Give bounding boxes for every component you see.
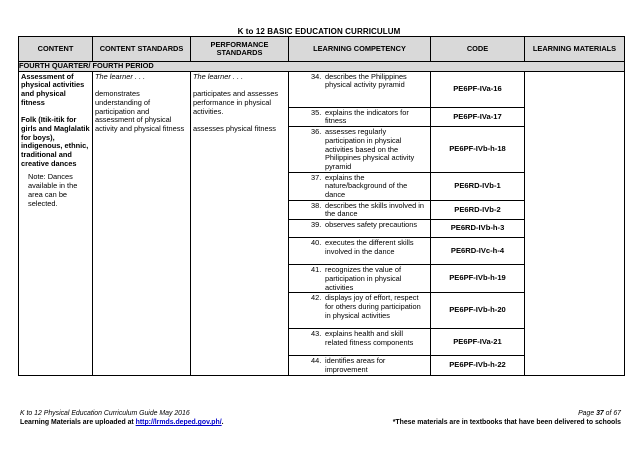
competency-cell xyxy=(289,200,431,219)
page-prefix: Page xyxy=(578,410,597,417)
page-current: 37 xyxy=(596,410,604,417)
footer-uploaded xyxy=(20,418,224,427)
competency-text: displays joy of effort, respect for others during participation in physical activities xyxy=(325,293,421,320)
competency-text: recognizes the value of participation in physical activities xyxy=(325,265,402,292)
competency-cell xyxy=(289,107,431,126)
competency-text: describes the Philippines physical activity pyramid xyxy=(325,71,407,90)
code-cell: PE6PF-IVb-h-22 xyxy=(431,356,525,375)
code-cell: PE6PF-IVb-h-19 xyxy=(431,265,525,293)
quarter-label: FOURTH QUARTER/ FOURTH PERIOD xyxy=(19,62,625,72)
code-cell: PE6RD-IVb-h-3 xyxy=(431,220,525,238)
competency-text: explains the indicators for fitness xyxy=(325,107,409,126)
footer-guide: K to 12 Physical Education Curriculum Guide May 2016 xyxy=(20,410,190,417)
competency-text: assesses regularly participation in physical activities based on the Philippines physical activity pyramid xyxy=(325,127,415,171)
competency-number: 36. xyxy=(311,127,322,137)
competency-cell xyxy=(289,238,431,265)
competency-number: 39. xyxy=(311,220,322,230)
header-learning-competency: LEARNING COMPETENCY xyxy=(289,37,431,62)
content-note: Note: Dances available in the area can be selected. xyxy=(28,172,78,208)
competency-number: 38. xyxy=(311,200,322,210)
competency-number: 43. xyxy=(311,329,322,339)
competency-number: 41. xyxy=(311,265,322,275)
quarter-row xyxy=(19,62,625,72)
competency-cell xyxy=(289,127,431,173)
competency-text: explains the nature/background of the dance xyxy=(325,172,408,200)
competency-cell xyxy=(289,356,431,375)
table-row xyxy=(19,71,625,107)
competency-number: 34. xyxy=(311,71,322,81)
performance-text-2: assesses physical fitness xyxy=(193,123,276,133)
competency-number: 42. xyxy=(311,293,322,303)
competency-cell xyxy=(289,220,431,238)
header-performance-standards: PERFORMANCE STANDARDS xyxy=(191,37,289,62)
competency-number: 44. xyxy=(311,356,322,366)
competency-text: identifies areas for improvement xyxy=(325,356,386,374)
competency-number: 35. xyxy=(311,107,322,117)
footer-right xyxy=(393,409,621,427)
performance-learner: The learner . . . xyxy=(193,71,244,81)
performance-text-1: participates and assesses performance in physical activities. xyxy=(193,89,279,116)
competency-text: describes the skills involved in the dance xyxy=(325,200,424,219)
footer-uploaded-prefix: Learning Materials are uploaded at xyxy=(20,419,136,426)
competency-number: 40. xyxy=(311,238,322,248)
competency-cell xyxy=(289,293,431,329)
code-cell: PE6PF-IVb-h-18 xyxy=(431,127,525,173)
content-folk: Folk (Itik-itik for girls and Maglalatik for boys), indigenous, ethnic, traditional and creative dances xyxy=(21,115,90,168)
standards-learner: The learner . . . xyxy=(95,71,146,81)
header-code: CODE xyxy=(431,37,525,62)
footer-left xyxy=(20,409,224,427)
code-cell: PE6PF-IVa-17 xyxy=(431,107,525,126)
competency-text: explains health and skill related fitness components xyxy=(325,329,414,347)
standards-text: demonstrates understanding of participation and assessment of physical activity and physical fitness xyxy=(95,89,185,133)
materials-cell xyxy=(525,71,625,375)
page-number xyxy=(393,409,621,418)
curriculum-table xyxy=(18,36,625,376)
competency-cell xyxy=(289,71,431,107)
footer-materials-note: *These materials are in textbooks that have been delivered to schools xyxy=(392,419,621,426)
code-cell: PE6PF-IVa-16 xyxy=(431,71,525,107)
header-content-standards: CONTENT STANDARDS xyxy=(93,37,191,62)
competency-cell xyxy=(289,329,431,356)
footer-uploaded-suffix: . xyxy=(221,419,224,426)
page-total: of 67 xyxy=(603,410,621,417)
code-cell: PE6RD-IVb-1 xyxy=(431,172,525,200)
content-main: Assessment of physical activities and physical fitness xyxy=(21,71,85,107)
competency-number: 37. xyxy=(311,172,322,182)
competency-text: observes safety precautions xyxy=(325,220,418,230)
competency-cell xyxy=(289,265,431,293)
document-title: K to 12 BASIC EDUCATION CURRICULUM xyxy=(237,27,401,36)
content-standards-cell xyxy=(93,71,191,375)
competency-cell xyxy=(289,172,431,200)
competency-text: executes the different skills involved in the dance xyxy=(325,238,414,256)
code-cell: PE6RD-IVc-h-4 xyxy=(431,238,525,265)
header-learning-materials: LEARNING MATERIALS xyxy=(525,37,625,62)
lrmds-link[interactable]: http://lrmds.deped.gov.ph/ xyxy=(135,419,222,426)
header-row xyxy=(19,37,625,62)
code-cell: PE6PF-IVb-h-20 xyxy=(431,293,525,329)
code-cell: PE6RD-IVb-2 xyxy=(431,200,525,219)
header-content: CONTENT xyxy=(19,37,93,62)
performance-standards-cell xyxy=(191,71,289,375)
content-cell xyxy=(19,71,93,375)
code-cell: PE6PF-IVa-21 xyxy=(431,329,525,356)
